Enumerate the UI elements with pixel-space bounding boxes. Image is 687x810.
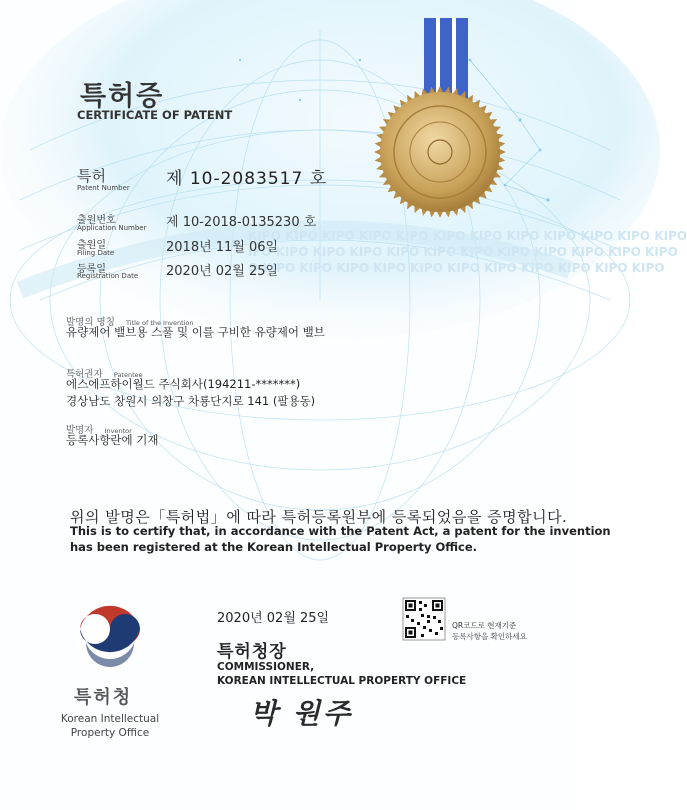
inventor-label-en: Inventor [104,427,132,435]
certification-statement-en-line1: This is to certify that, in accordance with the Patent Act, a patent for the invention [70,524,611,538]
patentee-name: 에스에프하이월드 주식회사(194211-*******) [66,377,301,391]
certification-statement-en-line2: has been registered at the Korean Intellectual Property Office. [70,540,478,554]
issue-date: 2020년 02월 25일 [217,611,330,626]
qr-note-line2: 등록사항을 확인하세요 [452,632,527,641]
inventor-label: 발명자 [66,425,94,436]
patent-label-en: Patent Number [77,184,130,192]
application-label-en: Application Number [77,224,147,232]
patentee-label-en: Patentee [113,371,143,379]
office-name-ko: 특허청 [74,687,133,708]
commissioner-signature: 박 원주 [250,697,353,730]
watermark: KIPO KIPO KIPO KIPO KIPO KIPO KIPO KIPO KIPO KIPO KIPO KIPO IPO KIPO KIPO KIPO KIPO KIPO KIPO KIPO KIPO KIPO KIPO KIPO O KIPO KIPO KIPO KIPO KIPO KIPO KIPO KIPO KIPO KIPO KIPO [248,229,687,275]
filing-date: 2018년 11월 06일 [166,240,279,255]
gold-seal [374,86,506,218]
office-name-en-line1: Korean Intellectual [60,713,160,725]
certification-statement-ko: 위의 발명은「특허법」에 따라 특허등록원부에 등록되었음을 증명합니다. [70,508,568,526]
application-number: 제 10-2018-0135230 호 [166,215,317,230]
patent-label: 특허 [77,167,106,185]
kipo-logo [76,603,144,671]
certificate-title: 특허증 [80,81,165,112]
office-name-en-line2: Property Office [70,727,150,739]
qr-note-line1: QR코드로 현재기준 [452,621,517,630]
patentee-label: 특허권자 [66,369,103,380]
patent-number: 제 10-2083517 호 [166,169,328,189]
filing-date-label: 출원일 [77,240,106,251]
invention-label: 발명의 명칭 [66,317,115,328]
inventor-value: 등록사항란에 기재 [66,433,159,447]
commissioner-title-en-line1: COMMISSIONER, [217,661,315,673]
registration-date-label: 등록일 [77,264,106,275]
patentee-address: 경상남도 창원시 의창구 차룡단지로 141 (팔용동) [66,394,316,408]
registration-date-label-en: Registration Date [77,272,139,280]
registration-date: 2020년 02월 25일 [166,264,279,279]
filing-date-label-en: Filing Date [77,249,115,257]
qr-code [403,598,445,640]
commissioner-title-en-line2: KOREAN INTELLECTUAL PROPERTY OFFICE [217,675,467,687]
application-label: 출원번호 [77,215,116,226]
invention-label-en: Title of the Invention [126,319,194,327]
invention-title: 유량제어 밸브용 스풀 및 이를 구비한 유량제어 밸브 [66,325,325,339]
certificate-title-en: CERTIFICATE OF PATENT [77,108,233,122]
commissioner-title: 특허청장 [217,642,287,662]
